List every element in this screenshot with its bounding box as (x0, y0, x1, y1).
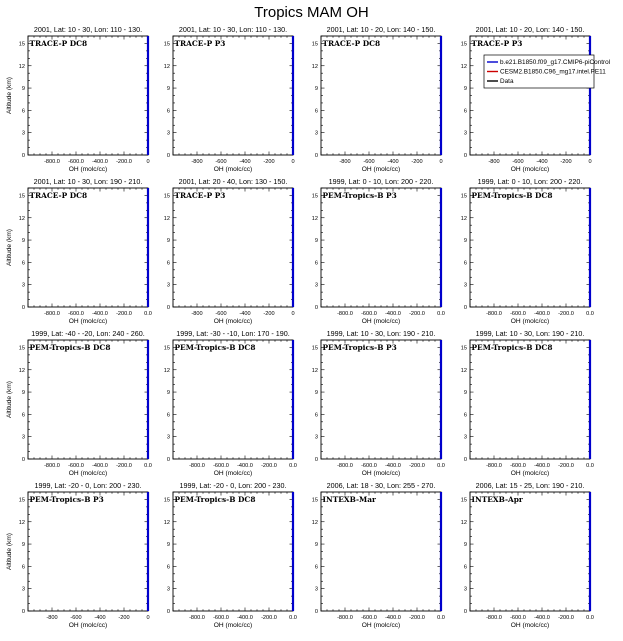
x-tick-label: -800.0 (486, 463, 502, 469)
legend (484, 55, 610, 88)
y-tick-label: 3 (314, 434, 318, 441)
x-axis-label: OH (molc/cc) (213, 622, 253, 629)
x-tick-label: -800 (191, 159, 203, 165)
y-tick-label: 9 (166, 542, 170, 549)
panel-title: 1999, Lat: 0 - 10, Lon: 200 - 220. (477, 177, 583, 186)
panel-title: 2006, Lat: 15 - 25, Lon: 190 - 210. (475, 481, 585, 490)
panel-title: 2001, Lat: 20 - 40, Lon: 130 - 150. (178, 177, 288, 186)
panel-10 (164, 329, 297, 477)
x-tick-label: 0.0 (289, 615, 297, 621)
x-tick-label: 0 (439, 159, 443, 165)
y-tick-label: 3 (314, 282, 318, 289)
x-tick-label: -600.0 (68, 159, 84, 165)
panel-title: 1999, Lat: 0 - 10, Lon: 200 - 220. (328, 177, 434, 186)
panel-title: 2006, Lat: 18 - 30, Lon: 255 - 270. (326, 481, 436, 490)
y-tick-label: 6 (21, 412, 25, 419)
y-tick-label: 0 (314, 457, 318, 463)
x-tick-label: -400.0 (534, 615, 550, 621)
panel-12 (461, 329, 594, 477)
campaign-label: TRACE-P P3 (174, 191, 226, 200)
x-tick-label: -600.0 (361, 463, 377, 469)
y-tick-label: 6 (21, 564, 25, 571)
y-tick-label: 15 (163, 497, 170, 504)
panel-16 (461, 481, 594, 629)
campaign-label: PEM-Tropics-B P3 (322, 191, 397, 200)
y-tick-label: 12 (18, 519, 25, 526)
y-tick-label: 12 (163, 367, 170, 374)
x-tick-label: -400 (94, 615, 106, 621)
y-tick-label: 0 (166, 609, 170, 615)
campaign-label: PEM-Tropics-B DC8 (29, 343, 111, 352)
plot-frame (470, 492, 590, 611)
y-tick-label: 3 (463, 586, 467, 593)
x-tick-label: -800 (488, 159, 500, 165)
x-tick-label: -200 (560, 159, 572, 165)
y-tick-label: 3 (21, 130, 25, 137)
y-tick-label: 3 (21, 282, 25, 289)
y-axis-label: Altitude (km) (6, 228, 13, 267)
x-tick-label: -600.0 (68, 311, 84, 317)
y-tick-label: 6 (463, 564, 467, 571)
y-tick-label: 9 (463, 390, 467, 397)
y-tick-label: 0 (463, 457, 467, 463)
x-axis-label: OH (molc/cc) (361, 622, 401, 629)
legend-entry: b.e21.B1850.f09_g17.CMIP6-piControl (500, 59, 611, 67)
x-axis-label: OH (molc/cc) (213, 470, 253, 477)
panel-9 (6, 329, 152, 477)
x-tick-label: -800.0 (44, 311, 60, 317)
x-tick-label: 0 (146, 159, 150, 165)
x-tick-label: -400.0 (92, 463, 108, 469)
x-tick-label: -200.0 (409, 463, 425, 469)
campaign-label: TRACE-P P3 (174, 39, 226, 48)
x-tick-label: -600 (512, 159, 524, 165)
y-tick-label: 3 (21, 586, 25, 593)
x-tick-label: -800.0 (189, 615, 205, 621)
x-tick-label: -400.0 (385, 463, 401, 469)
x-tick-label: -800.0 (486, 615, 502, 621)
y-tick-label: 0 (21, 609, 25, 615)
x-tick-label: 0.0 (586, 311, 594, 317)
y-tick-label: 12 (18, 215, 25, 222)
y-tick-label: 9 (21, 238, 25, 245)
campaign-label: TRACE-P DC8 (322, 39, 381, 48)
x-tick-label: -200 (263, 159, 275, 165)
y-tick-label: 0 (314, 153, 318, 159)
y-tick-label: 9 (314, 542, 318, 549)
x-tick-label: -600.0 (510, 463, 526, 469)
panel-title: 2001, Lat: 10 - 30, Lon: 190 - 210. (33, 177, 143, 186)
x-axis-label: OH (molc/cc) (68, 622, 108, 629)
y-tick-label: 6 (21, 260, 25, 267)
y-tick-label: 6 (314, 108, 318, 115)
y-tick-label: 3 (463, 282, 467, 289)
panel-7 (312, 177, 445, 325)
y-axis-label: Altitude (km) (6, 532, 13, 571)
x-tick-label: -600.0 (68, 463, 84, 469)
y-tick-label: 3 (21, 434, 25, 441)
x-tick-label: -200.0 (558, 463, 574, 469)
panel-title: 1999, Lat: 10 - 30, Lon: 190 - 210. (475, 329, 585, 338)
x-tick-label: -600.0 (361, 615, 377, 621)
campaign-label: PEM-Tropics-B P3 (322, 343, 397, 352)
y-tick-label: 15 (163, 345, 170, 352)
y-tick-label: 12 (18, 367, 25, 374)
y-tick-label: 15 (460, 345, 467, 352)
x-axis-label: OH (molc/cc) (510, 166, 550, 173)
y-tick-label: 9 (314, 86, 318, 93)
campaign-label: PEM-Tropics-B DC8 (471, 191, 553, 200)
y-tick-label: 9 (314, 238, 318, 245)
x-axis-label: OH (molc/cc) (213, 166, 253, 173)
x-tick-label: -800.0 (189, 463, 205, 469)
campaign-label: PEM-Tropics-B DC8 (174, 495, 256, 504)
y-tick-label: 15 (460, 497, 467, 504)
x-axis-label: OH (molc/cc) (361, 318, 401, 325)
x-tick-label: -200.0 (558, 615, 574, 621)
x-tick-label: -600.0 (213, 463, 229, 469)
y-tick-label: 12 (311, 215, 318, 222)
x-axis-label: OH (molc/cc) (68, 470, 108, 477)
y-tick-label: 6 (166, 564, 170, 571)
x-tick-label: -400.0 (92, 311, 108, 317)
panel-4 (461, 25, 610, 173)
y-tick-label: 0 (166, 305, 170, 311)
x-tick-label: -200.0 (261, 615, 277, 621)
x-axis-label: OH (molc/cc) (361, 166, 401, 173)
y-tick-label: 3 (314, 130, 318, 137)
plot-frame (470, 36, 590, 155)
panel-title: 2001, Lat: 10 - 20, Lon: 140 - 150. (326, 25, 436, 34)
campaign-label: PEM-Tropics-B DC8 (174, 343, 256, 352)
panel-5 (6, 177, 152, 325)
y-tick-label: 6 (21, 108, 25, 115)
x-tick-label: -800.0 (44, 159, 60, 165)
plot-frame (173, 36, 293, 155)
campaign-label: TRACE-P DC8 (29, 191, 88, 200)
y-tick-label: 12 (163, 63, 170, 70)
x-tick-label: -400.0 (237, 463, 253, 469)
y-tick-label: 0 (166, 153, 170, 159)
x-tick-label: -800.0 (44, 463, 60, 469)
y-tick-label: 9 (463, 238, 467, 245)
y-tick-label: 9 (166, 238, 170, 245)
y-tick-label: 6 (463, 412, 467, 419)
plot-frame (321, 36, 441, 155)
y-tick-label: 3 (166, 586, 170, 593)
panel-title: 1999, Lat: -30 - -10, Lon: 170 - 190. (176, 329, 290, 338)
legend-entry: CESM2.B1850.C96_mg17.intel.PE11 (500, 68, 606, 76)
x-tick-label: -600 (70, 615, 82, 621)
x-tick-label: -600 (363, 159, 375, 165)
y-tick-label: 3 (166, 130, 170, 137)
figure-title: Tropics MAM OH (254, 4, 369, 21)
y-tick-label: 0 (463, 609, 467, 615)
y-tick-label: 3 (166, 434, 170, 441)
y-tick-label: 6 (166, 108, 170, 115)
y-tick-label: 9 (21, 390, 25, 397)
campaign-label: INTEXB-Mar (322, 495, 376, 504)
y-tick-label: 12 (311, 519, 318, 526)
y-tick-label: 0 (463, 153, 467, 159)
plot-frame (28, 36, 148, 155)
x-tick-label: -600.0 (213, 615, 229, 621)
x-tick-label: -600.0 (510, 311, 526, 317)
y-tick-label: 15 (460, 193, 467, 200)
y-tick-label: 6 (166, 260, 170, 267)
x-tick-label: 0 (291, 311, 295, 317)
y-tick-label: 15 (18, 41, 25, 48)
x-tick-label: 0.0 (586, 615, 594, 621)
y-tick-label: 6 (314, 412, 318, 419)
x-tick-label: -200 (263, 311, 275, 317)
campaign-label: TRACE-P P3 (471, 39, 523, 48)
y-tick-label: 12 (163, 215, 170, 222)
x-tick-label: -200 (411, 159, 423, 165)
panel-14 (164, 481, 297, 629)
y-tick-label: 3 (463, 130, 467, 137)
x-tick-label: 0.0 (289, 463, 297, 469)
y-tick-label: 6 (463, 260, 467, 267)
y-tick-label: 15 (311, 497, 318, 504)
y-tick-label: 15 (18, 497, 25, 504)
y-tick-label: 12 (163, 519, 170, 526)
panel-title: 1999, Lat: 10 - 30, Lon: 190 - 210. (326, 329, 436, 338)
y-tick-label: 6 (314, 564, 318, 571)
x-tick-label: -400 (239, 311, 251, 317)
x-tick-label: -200.0 (116, 159, 132, 165)
y-tick-label: 15 (311, 345, 318, 352)
panel-15 (312, 481, 445, 629)
x-tick-label: -800.0 (337, 463, 353, 469)
x-tick-label: 0.0 (144, 463, 152, 469)
plot-frame (173, 188, 293, 307)
x-tick-label: -200.0 (116, 311, 132, 317)
x-tick-label: 0.0 (437, 463, 445, 469)
y-tick-label: 9 (314, 390, 318, 397)
x-tick-label: 0.0 (144, 311, 152, 317)
y-tick-label: 0 (21, 153, 25, 159)
x-tick-label: -600 (215, 311, 227, 317)
panel-11 (312, 329, 445, 477)
plot-frame (28, 340, 148, 459)
x-tick-label: 0 (588, 159, 592, 165)
x-tick-label: -200.0 (558, 311, 574, 317)
plot-frame (173, 340, 293, 459)
campaign-label: TRACE-P DC8 (29, 39, 88, 48)
y-tick-label: 9 (166, 86, 170, 93)
x-tick-label: -400.0 (92, 159, 108, 165)
x-tick-label: -400.0 (237, 615, 253, 621)
panel-title: 1999, Lat: -40 - -20, Lon: 240 - 260. (31, 329, 145, 338)
y-tick-label: 12 (18, 63, 25, 70)
y-tick-label: 12 (460, 63, 467, 70)
campaign-label: PEM-Tropics-B P3 (29, 495, 104, 504)
y-axis-label: Altitude (km) (6, 76, 13, 115)
x-tick-label: -200.0 (409, 615, 425, 621)
x-tick-label: -400.0 (534, 463, 550, 469)
x-axis-label: OH (molc/cc) (510, 622, 550, 629)
panel-title: 2001, Lat: 10 - 30, Lon: 110 - 130. (178, 25, 288, 34)
x-tick-label: -800 (46, 615, 58, 621)
x-axis-label: OH (molc/cc) (68, 166, 108, 173)
x-axis-label: OH (molc/cc) (68, 318, 108, 325)
y-tick-label: 3 (463, 434, 467, 441)
panel-6 (164, 177, 295, 325)
y-tick-label: 9 (21, 86, 25, 93)
y-tick-label: 9 (463, 86, 467, 93)
y-tick-label: 9 (463, 542, 467, 549)
y-axis-label: Altitude (km) (6, 380, 13, 419)
panel-1 (6, 25, 150, 173)
panel-title: 2001, Lat: 10 - 20, Lon: 140 - 150. (475, 25, 585, 34)
x-tick-label: -800.0 (337, 615, 353, 621)
y-tick-label: 6 (166, 412, 170, 419)
panel-grid (6, 25, 610, 629)
y-tick-label: 15 (460, 41, 467, 48)
plot-frame (470, 340, 590, 459)
y-tick-label: 12 (460, 215, 467, 222)
x-tick-label: -600.0 (510, 615, 526, 621)
plot-frame (321, 188, 441, 307)
panel-3 (312, 25, 443, 173)
y-tick-label: 0 (166, 457, 170, 463)
x-axis-label: OH (molc/cc) (510, 470, 550, 477)
plot-frame (28, 492, 148, 611)
y-tick-label: 3 (166, 282, 170, 289)
campaign-label: PEM-Tropics-B DC8 (471, 343, 553, 352)
x-tick-label: -200.0 (116, 463, 132, 469)
x-tick-label: -400 (387, 159, 399, 165)
x-tick-label: -400.0 (385, 311, 401, 317)
y-tick-label: 9 (21, 542, 25, 549)
y-tick-label: 12 (311, 63, 318, 70)
panel-13 (6, 481, 150, 629)
x-tick-label: -400 (536, 159, 548, 165)
y-tick-label: 0 (314, 305, 318, 311)
x-tick-label: -800 (339, 159, 351, 165)
panel-2 (164, 25, 295, 173)
plot-frame (321, 492, 441, 611)
y-tick-label: 15 (18, 193, 25, 200)
x-tick-label: -600.0 (361, 311, 377, 317)
plot-frame (28, 188, 148, 307)
x-tick-label: -200.0 (409, 311, 425, 317)
panel-8 (461, 177, 594, 325)
y-tick-label: 15 (311, 193, 318, 200)
x-tick-label: -800.0 (337, 311, 353, 317)
x-tick-label: -200 (118, 615, 130, 621)
x-tick-label: 0.0 (437, 311, 445, 317)
x-tick-label: -800.0 (486, 311, 502, 317)
y-tick-label: 0 (463, 305, 467, 311)
y-tick-label: 12 (460, 367, 467, 374)
y-tick-label: 0 (314, 609, 318, 615)
legend-entry: Data (500, 78, 514, 86)
y-tick-label: 15 (163, 41, 170, 48)
y-tick-label: 15 (18, 345, 25, 352)
x-axis-label: OH (molc/cc) (361, 470, 401, 477)
plot-frame (173, 492, 293, 611)
y-tick-label: 0 (21, 457, 25, 463)
x-axis-label: OH (molc/cc) (213, 318, 253, 325)
x-tick-label: -200.0 (261, 463, 277, 469)
y-tick-label: 3 (314, 586, 318, 593)
y-tick-label: 12 (311, 367, 318, 374)
y-tick-label: 6 (314, 260, 318, 267)
x-tick-label: -400.0 (534, 311, 550, 317)
x-tick-label: 0.0 (586, 463, 594, 469)
x-tick-label: -400.0 (385, 615, 401, 621)
x-tick-label: -600 (215, 159, 227, 165)
x-axis-label: OH (molc/cc) (510, 318, 550, 325)
panel-title: 1999, Lat: -20 - 0, Lon: 200 - 230. (34, 481, 142, 490)
y-tick-label: 15 (163, 193, 170, 200)
y-tick-label: 12 (460, 519, 467, 526)
panel-title: 1999, Lat: -20 - 0, Lon: 200 - 230. (179, 481, 287, 490)
plot-frame (470, 188, 590, 307)
y-tick-label: 0 (21, 305, 25, 311)
x-tick-label: 0 (291, 159, 295, 165)
x-tick-label: 0.0 (437, 615, 445, 621)
x-tick-label: 0 (146, 615, 150, 621)
campaign-label: INTEXB-Apr (471, 495, 523, 504)
y-tick-label: 9 (166, 390, 170, 397)
y-tick-label: 15 (311, 41, 318, 48)
y-tick-label: 6 (463, 108, 467, 115)
x-tick-label: -400 (239, 159, 251, 165)
x-tick-label: -800 (191, 311, 203, 317)
panel-title: 2001, Lat: 10 - 30, Lon: 110 - 130. (33, 25, 143, 34)
plot-frame (321, 340, 441, 459)
